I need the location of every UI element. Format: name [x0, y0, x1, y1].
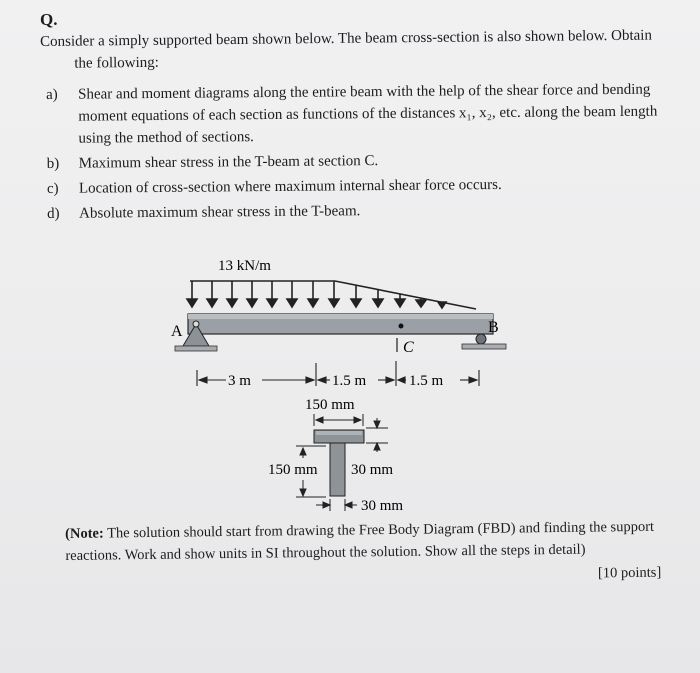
item-b-label: b): [46, 155, 60, 172]
item-a-text: Shear and moment diagrams along the entire beam with the help of the shear force and bending: [78, 81, 651, 103]
item-d-label: d): [47, 205, 60, 222]
load-arrows: [187, 281, 446, 308]
flange-width-dimension: [314, 414, 363, 426]
flange-thickness-dimension: [366, 418, 388, 452]
item-d-text: Absolute maximum shear stress in the T-beam.: [79, 203, 361, 222]
question-label: Q.: [40, 10, 58, 29]
beam-highlight: [188, 314, 493, 319]
support-b-label: B: [488, 319, 499, 336]
distributed-load: [187, 281, 476, 309]
flange-thickness-label: 30 mm: [351, 462, 394, 478]
load-label: 13 kN/m: [218, 258, 271, 274]
web-height-label: 150 mm: [268, 462, 318, 478]
web-width-label: 30 mm: [361, 498, 404, 514]
section-c-label: C: [403, 339, 414, 356]
note-text: [65, 515, 695, 567]
note-prefix: (Note:: [65, 525, 104, 542]
item-a-label: a): [46, 86, 58, 103]
web-width-dimension: [316, 499, 357, 511]
item-a-cont-2: using the method of sections.: [78, 129, 254, 147]
dim-3m: 3 m: [228, 373, 251, 389]
roller-support-b: [462, 334, 506, 349]
dim-1-5m-first: 1.5 m: [332, 373, 367, 389]
points-label: [10 points]: [597, 564, 662, 582]
section-c-marker: [399, 324, 404, 329]
note-line-2: reactions. Work and show units in SI throughout the solution. Show all the steps in detail): [65, 541, 586, 564]
dim-1-5m-second: 1.5 m: [409, 373, 444, 389]
item-a-cont-1: moment equations of each section as functions of the distances x₁, x₂, etc. along the beam length: [78, 103, 658, 125]
support-a-label: A: [171, 323, 183, 340]
item-b-text: Maximum shear stress in the T-beam at section C.: [78, 153, 379, 172]
flange-width-label: 150 mm: [305, 397, 355, 413]
item-c-label: c): [46, 180, 59, 197]
note-line-1: The solution should start from drawing the Free Body Diagram (FBD) and finding the support: [103, 518, 655, 542]
item-c-text: Location of cross-section where maximum internal shear force occurs.: [78, 176, 502, 197]
intro-line-2: the following:: [74, 54, 160, 72]
intro-line-1: Consider a simply supported beam shown below. The beam cross-section is also shown below. Obtain: [40, 27, 653, 50]
